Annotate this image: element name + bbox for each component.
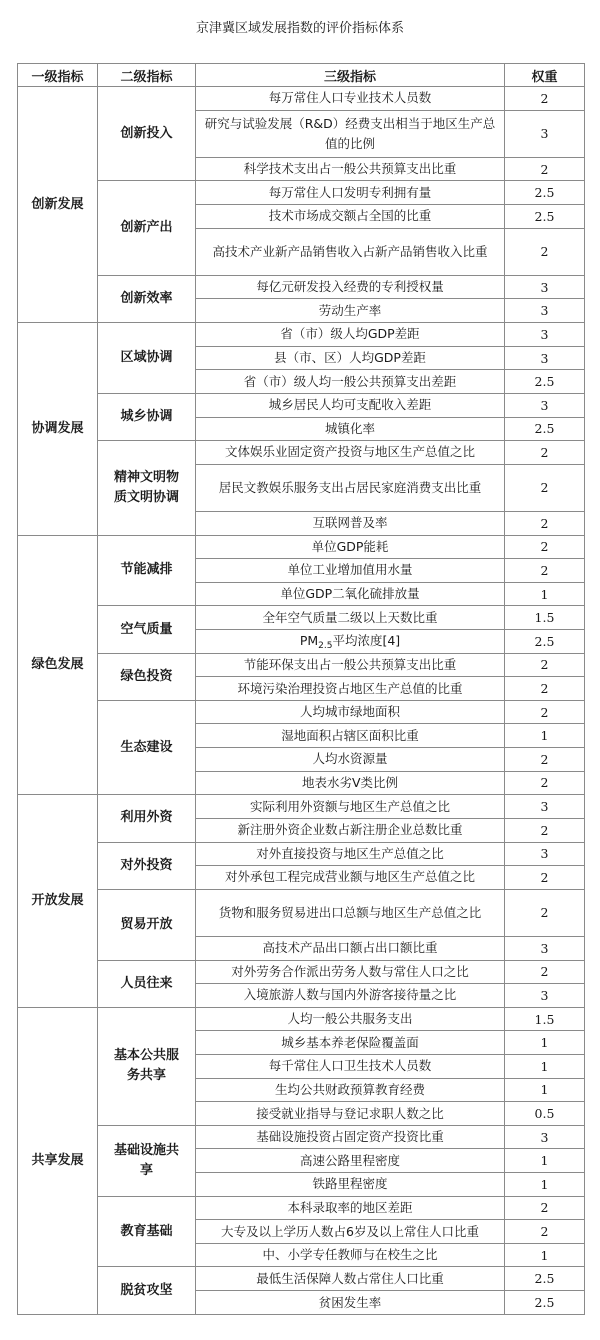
level3-cell: 人均水资源量	[196, 748, 505, 772]
level3-cell: 高技术产品出口额占出口额比重	[196, 936, 505, 960]
weight-cell: 2	[505, 960, 585, 984]
level3-cell: 环境污染治理投资占地区生产总值的比重	[196, 677, 505, 701]
table-row	[18, 323, 585, 347]
level3-cell: 大专及以上学历人数占6岁及以上常住人口比重	[196, 1220, 505, 1244]
weight-cell: 2	[505, 677, 585, 701]
level2-label: 节能减排	[120, 562, 173, 578]
level2-cell	[98, 606, 196, 653]
pm-prefix: PM	[299, 633, 319, 649]
weight-cell: 1	[505, 1149, 585, 1173]
level3-cell: 研究与试验发展（R&D）经费支出相当于地区生产总值的比例	[196, 110, 505, 157]
level3-cell: 居民文教娱乐服务支出占居民家庭消费支出比重	[196, 464, 505, 511]
table-row	[18, 181, 585, 205]
level1-cell: 创新发展	[18, 87, 98, 323]
weight-cell: 3	[505, 346, 585, 370]
header-level1: 一级指标	[18, 64, 98, 87]
level3-cell: 每万常住人口发明专利拥有量	[196, 181, 505, 205]
table-row	[18, 393, 585, 417]
table-row	[18, 441, 585, 465]
weight-cell: 1	[505, 1054, 585, 1078]
header-weight: 权重	[505, 64, 585, 87]
level3-cell: 贫困发生率	[196, 1291, 505, 1315]
level3-cell: 新注册外资企业数占新注册企业总数比重	[196, 818, 505, 842]
table-row	[18, 275, 585, 299]
level3-cell: 城镇化率	[196, 417, 505, 441]
level3-cell: 货物和服务贸易进出口总额与地区生产总值之比	[196, 889, 505, 936]
level2-cell	[98, 842, 196, 889]
level3-cell: 高技术产业新产品销售收入占新产品销售收入比重	[196, 228, 505, 275]
level3-cell	[196, 630, 505, 654]
table-row	[18, 1267, 585, 1291]
level3-cell: 实际利用外资额与地区生产总值之比	[196, 795, 505, 819]
level3-cell: 单位GDP能耗	[196, 535, 505, 559]
level3-cell: 生均公共财政预算教育经费	[196, 1078, 505, 1102]
level2-cell	[98, 275, 196, 322]
level2-cell	[98, 1196, 196, 1267]
level2-cell	[98, 1007, 196, 1125]
level3-cell: 接受就业指导与登记求职人数之比	[196, 1102, 505, 1126]
weight-cell: 2	[505, 653, 585, 677]
table-row	[18, 653, 585, 677]
table-row	[18, 889, 585, 936]
level2-label: 创新投入	[120, 125, 173, 141]
level2-label: 贸易开放	[120, 916, 173, 932]
level2-cell	[98, 795, 196, 842]
table-row	[18, 1125, 585, 1149]
level3-cell: 省（市）级人均一般公共预算支出差距	[196, 370, 505, 394]
weight-cell: 2.5	[505, 417, 585, 441]
level3-cell: 科学技术支出占一般公共预算支出比重	[196, 157, 505, 181]
weight-cell: 2	[505, 748, 585, 772]
level2-label: 创新产出	[120, 220, 173, 236]
weight-cell: 2	[505, 1220, 585, 1244]
weight-cell: 2	[505, 535, 585, 559]
level3-cell: 铁路里程密度	[196, 1173, 505, 1197]
table-row	[18, 535, 585, 559]
weight-cell: 1	[505, 1078, 585, 1102]
level2-label: 利用外资	[120, 810, 173, 826]
level2-cell	[98, 87, 196, 181]
indicator-table	[17, 63, 585, 1315]
level2-label: 对外投资	[120, 857, 173, 873]
level2-label: 生态建设	[120, 739, 173, 755]
level3-cell: 劳动生产率	[196, 299, 505, 323]
weight-cell: 1	[505, 724, 585, 748]
weight-cell: 3	[505, 323, 585, 347]
weight-cell: 1	[505, 1031, 585, 1055]
level2-cell	[98, 960, 196, 1007]
level2-cell	[98, 323, 196, 394]
level2-label: 城乡协调	[120, 409, 173, 425]
level3-cell: 入境旅游人数与国内外游客接待量之比	[196, 984, 505, 1008]
level2-label: 创新效率	[120, 290, 173, 306]
table-title: 京津冀区域发展指数的评价指标体系	[195, 21, 404, 36]
weight-cell: 2	[505, 441, 585, 465]
level3-cell: 对外承包工程完成营业额与地区生产总值之比	[196, 866, 505, 890]
level3-cell: 节能环保支出占一般公共预算支出比重	[196, 653, 505, 677]
level3-cell: 高速公路里程密度	[196, 1149, 505, 1173]
level3-cell: 文体娱乐业固定资产投资与地区生产总值之比	[196, 441, 505, 465]
header-level2: 二级指标	[98, 64, 196, 87]
weight-cell: 3	[505, 1125, 585, 1149]
level1-cell: 共享发展	[18, 1007, 98, 1314]
level3-cell: 基础设施投资占固定资产投资比重	[196, 1125, 505, 1149]
level2-cell	[98, 700, 196, 794]
level3-cell: 人均城市绿地面积	[196, 700, 505, 724]
table-row	[18, 795, 585, 819]
level1-cell: 开放发展	[18, 795, 98, 1007]
weight-cell: 1.5	[505, 1007, 585, 1031]
weight-cell: 1	[505, 582, 585, 606]
level2-cell	[98, 181, 196, 275]
weight-cell: 3	[505, 936, 585, 960]
level3-cell: 最低生活保障人数占常住人口比重	[196, 1267, 505, 1291]
pm-subscript: 2.5	[318, 641, 333, 652]
level2-cell	[98, 1125, 196, 1196]
level3-cell: 全年空气质量二级以上天数比重	[196, 606, 505, 630]
table-row	[18, 1196, 585, 1220]
weight-cell: 3	[505, 275, 585, 299]
weight-cell: 3	[505, 110, 585, 157]
level2-label: 基础设施共享	[113, 1142, 179, 1178]
level2-label: 教育基础	[120, 1223, 173, 1239]
level3-cell: 对外劳务合作派出劳务人数与常住人口之比	[196, 960, 505, 984]
level3-cell: 地表水劣Ⅴ类比例	[196, 771, 505, 795]
level3-cell: 中、小学专任教师与在校生之比	[196, 1243, 505, 1267]
table-row	[18, 606, 585, 630]
header-row	[18, 64, 585, 87]
level3-cell: 每亿元研发投入经费的专利授权量	[196, 275, 505, 299]
level2-label: 脱贫攻坚	[120, 1282, 173, 1298]
level2-cell	[98, 653, 196, 700]
weight-cell: 1	[505, 1243, 585, 1267]
level3-cell: 县（市、区）人均GDP差距	[196, 346, 505, 370]
weight-cell: 3	[505, 984, 585, 1008]
weight-cell: 2	[505, 87, 585, 111]
level2-cell	[98, 393, 196, 440]
weight-cell: 2	[505, 771, 585, 795]
weight-cell: 2	[505, 700, 585, 724]
table-row	[18, 700, 585, 724]
weight-cell: 2	[505, 228, 585, 275]
level3-cell: 城乡居民人均可支配收入差距	[196, 393, 505, 417]
level3-cell: 单位GDP二氧化硫排放量	[196, 582, 505, 606]
level2-label: 人员往来	[120, 975, 173, 991]
level2-cell	[98, 441, 196, 535]
weight-cell: 2.5	[505, 1267, 585, 1291]
weight-cell: 3	[505, 795, 585, 819]
level2-label: 区域协调	[120, 350, 173, 365]
pm-suffix: 平均浓度[4]	[332, 633, 401, 649]
weight-cell: 2.5	[505, 1291, 585, 1315]
weight-cell: 1.5	[505, 606, 585, 630]
weight-cell: 2.5	[505, 370, 585, 394]
table-row	[18, 1007, 585, 1031]
level3-cell: 本科录取率的地区差距	[196, 1196, 505, 1220]
level2-label: 基本公共服务共享	[113, 1048, 179, 1084]
level2-cell	[98, 1267, 196, 1315]
level3-cell: 技术市场成交额占全国的比重	[196, 205, 505, 229]
level2-cell	[98, 535, 196, 606]
weight-cell: 3	[505, 393, 585, 417]
level1-cell: 协调发展	[18, 323, 98, 535]
level2-cell	[98, 889, 196, 960]
weight-cell: 2	[505, 866, 585, 890]
weight-cell: 2	[505, 1196, 585, 1220]
level3-cell: 人均一般公共服务支出	[196, 1007, 505, 1031]
weight-cell: 2	[505, 818, 585, 842]
weight-cell: 2.5	[505, 630, 585, 654]
level3-cell: 对外直接投资与地区生产总值之比	[196, 842, 505, 866]
weight-cell: 2	[505, 464, 585, 511]
table-row	[18, 842, 585, 866]
level1-cell: 绿色发展	[18, 535, 98, 795]
level3-cell: 每千常住人口卫生技术人员数	[196, 1054, 505, 1078]
weight-cell: 0.5	[505, 1102, 585, 1126]
level3-cell: 湿地面积占辖区面积比重	[196, 724, 505, 748]
table-row	[18, 87, 585, 111]
level3-cell: 每万常住人口专业技术人员数	[196, 87, 505, 111]
weight-cell: 2.5	[505, 205, 585, 229]
level2-label: 绿色投资	[120, 668, 173, 684]
weight-cell: 2	[505, 157, 585, 181]
weight-cell: 2	[505, 889, 585, 936]
level2-label: 空气质量	[120, 621, 173, 637]
weight-cell: 2	[505, 559, 585, 583]
level2-label: 精神文明物质文明协调	[113, 469, 179, 505]
level3-cell: 城乡基本养老保险覆盖面	[196, 1031, 505, 1055]
weight-cell: 1	[505, 1173, 585, 1197]
level3-cell: 省（市）级人均GDP差距	[196, 323, 505, 347]
level3-cell: 单位工业增加值用水量	[196, 559, 505, 583]
header-level3: 三级指标	[196, 64, 505, 87]
weight-cell: 3	[505, 299, 585, 323]
weight-cell: 2.5	[505, 181, 585, 205]
table-row	[18, 960, 585, 984]
weight-cell: 3	[505, 842, 585, 866]
weight-cell: 2	[505, 511, 585, 535]
level3-cell: 互联网普及率	[196, 511, 505, 535]
